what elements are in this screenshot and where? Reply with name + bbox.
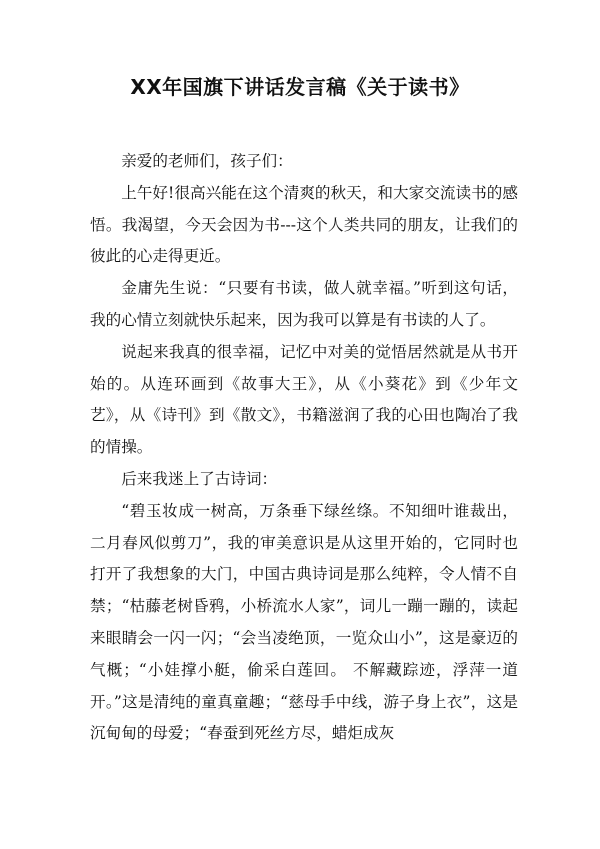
paragraph-opening: 上午好!很高兴能在这个清爽的秋天，和大家交流读书的感悟。我渴望，今天会因为书---这个人类共同的朋友，让我们的彼此的心走得更近。 xyxy=(90,183,518,266)
document-body xyxy=(90,146,518,750)
paragraph-classical-poetry-intro: 后来我迷上了古诗词： xyxy=(121,469,278,488)
paragraph-reading-memory: 说起来我真的很幸福，记忆中对美的觉悟居然就是从书开始的。从连环画到《故事大王》，从《小葵花》到《少年文艺》，从《诗刊》到《散文》，书籍滋润了我的心田也陶冶了我的情操。 xyxy=(90,342,518,457)
paragraph-jin-yong-quote: 金庸先生说：“只要有书读，做人就幸福。”听到这句话，我的心情立刻就快乐起来，因为我可以算是有书读的人了。 xyxy=(90,279,518,329)
paragraph-poetry-quotes: “碧玉妆成一树高，万条垂下绿丝绦。不知细叶谁裁出，二月春风似剪刀”，我的审美意识是从这里开始的，它同时也打开了我想象的大门，中国古典诗词是那么纯粹，令人情不自禁；“枯藤老树昏鸦，小桥流水人家”，词儿一蹦一蹦的，读起来眼睛会一闪一闪；“会当凌绝顶，一览众山小”，这是豪迈的气概；“小娃撑小艇，偷采白莲回。 不解藏踪迹，浮萍一道开。”这是清纯的童真童趣；“慈母手中线，游子身上衣”，这是沉甸甸的母爱；“春蚕到死丝方尽，蜡炬成灰 xyxy=(90,501,518,743)
document-title: XX年国旗下讲话发言稿《关于读书》 xyxy=(130,75,470,99)
paragraph-greeting: 亲爱的老师们，孩子们： xyxy=(121,152,293,170)
